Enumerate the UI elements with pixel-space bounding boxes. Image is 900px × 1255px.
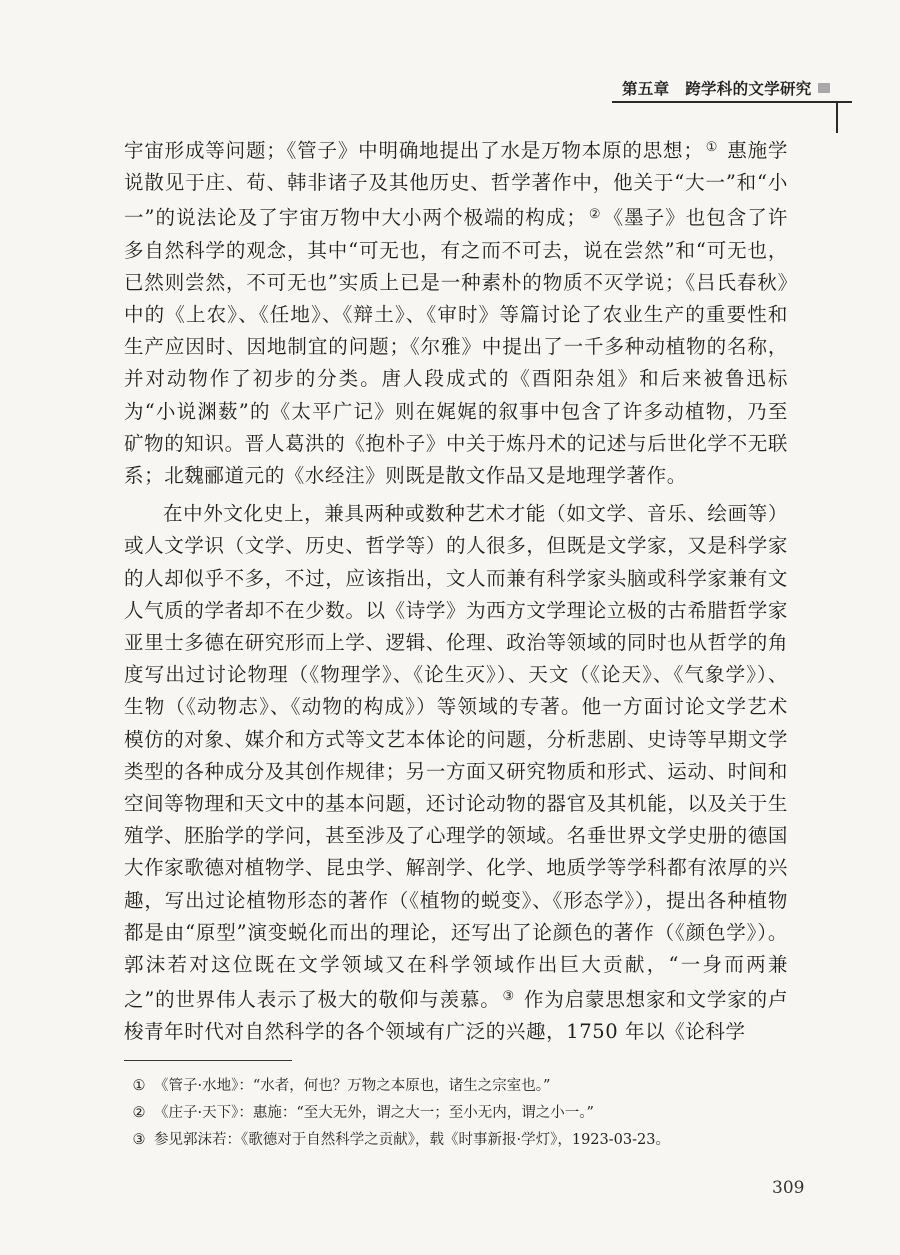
header-mark-decoration: [818, 83, 830, 93]
footnote-text: 参见郭沫若：《歌德对于自然科学之贡献》，载《时事新报·学灯》，1923-03-23。: [154, 1132, 670, 1148]
paragraph-2: [124, 498, 788, 1048]
header-rule: [612, 101, 852, 103]
footnote-divider: [124, 1060, 292, 1061]
footnote-marker: ③: [132, 1132, 146, 1148]
running-header: [612, 77, 852, 101]
chapter-title: 第五章 跨学科的文学研究: [622, 80, 812, 98]
footnote-ref-1[interactable]: ①: [705, 140, 719, 155]
footnote-2: [132, 1100, 800, 1127]
footnotes: [132, 1073, 800, 1154]
paragraph-text: 惠施学说散见于庄、荀、韩非诸子及其他历史、哲学著作中，他关于“大一”和“小一”的说法论及了宇宙万物中大小两个极端的构成；: [124, 139, 788, 230]
footnote-ref-2[interactable]: ②: [588, 207, 602, 223]
page-number: 309: [772, 1178, 805, 1198]
footnote-1: [132, 1073, 800, 1100]
paragraph-1: [124, 132, 788, 492]
paragraph-text: 《墨子》也包含了许多自然科学的观念，其中“可无也，有之而不可去，说在尝然”和“可无也，已然则尝然，不可无也”实质上已是一种素朴的物质不灭学说；《吕氏春秋》中的《上农》、《任地》、《辩土》、《审时》等篇讨论了农业生产的重要性和生产应因时、因地制宜的问题；《尔雅》中提出了一千多种动植物的名称，并对动物作了初步的分类。唐人段成式的《酉阳杂俎》和后来被鲁迅标为“小说渊薮”的《太平广记》则在娓娓的叙事中包含了许多动植物，乃至矿物的知识。晋人葛洪的《抱朴子》中关于炼丹术的记述与后世化学不无联系；北魏郦道元的《水经注》则既是散文作品又是地理学著作。: [124, 206, 788, 488]
footnote-marker: ②: [132, 1105, 146, 1121]
footnote-marker: ①: [132, 1078, 146, 1094]
paragraph-text: 在中外文化史上，兼具两种或数种艺术才能（如文学、音乐、绘画等）或人文学识（文学、历史、哲学等）的人很多，但既是文学家，又是科学家的人却似乎不多，不过，应该指出，文人而兼有科学家头脑或科学家兼有文人气质的学者却不在少数。以《诗学》为西方文学理论立极的古希腊哲学家亚里士多德在研究形而上学、逻辑、伦理、政治等领域的同时也从哲学的角度写出过讨论物理（《物理学》、《论生灭》）、天文（《论天》、《气象学》）、生物（《动物志》、《动物的构成》）等领域的专著。他一方面讨论文学艺术模仿的对象、媒介和方式等文艺本体论的问题，分析悲剧、史诗等早期文学类型的各种成分及其创作规律；另一方面又研究物质和形式、运动、时间和空间等物理和天文中的基本问题，还讨论动物的器官及其机能，以及关于生殖学、胚胎学的学问，甚至涉及了心理学的领域。名垂世界文学史册的德国大作家歌德对植物学、昆虫学、解剖学、化学、地质学等学科都有浓厚的兴趣，写出过论植物形态的著作（《植物的蜕变》、《形态学》），提出各种植物都是由“原型”演变蜕化而出的理论，还写出了论颜色的著作（《颜色学》）。郭沫若对这位既在文学领域又在科学领域作出巨大贡献，“一身而两兼之”的世界伟人表示了极大的敬仰与羡慕。: [124, 502, 788, 1012]
footnote-3: [132, 1127, 800, 1154]
paragraph-text: 作为启蒙思想家和文学家的卢梭青年时代对自然科学的各个领域有广泛的兴趣，1750 年以《论科学: [124, 988, 788, 1044]
footnote-text: 《管子·水地》：“水者，何也？万物之本原也，诸生之宗室也。”: [154, 1078, 551, 1094]
main-text: [124, 132, 788, 1049]
header-corner-rule: [836, 101, 838, 133]
footnote-text: 《庄子·天下》：惠施：“至大无外，谓之大一；至小无内，谓之小一。”: [154, 1105, 594, 1121]
paragraph-text: 宇宙形成等问题；《管子》中明确地提出了水是万物本原的思想；: [124, 139, 704, 162]
footnote-ref-3[interactable]: ③: [502, 989, 516, 1005]
